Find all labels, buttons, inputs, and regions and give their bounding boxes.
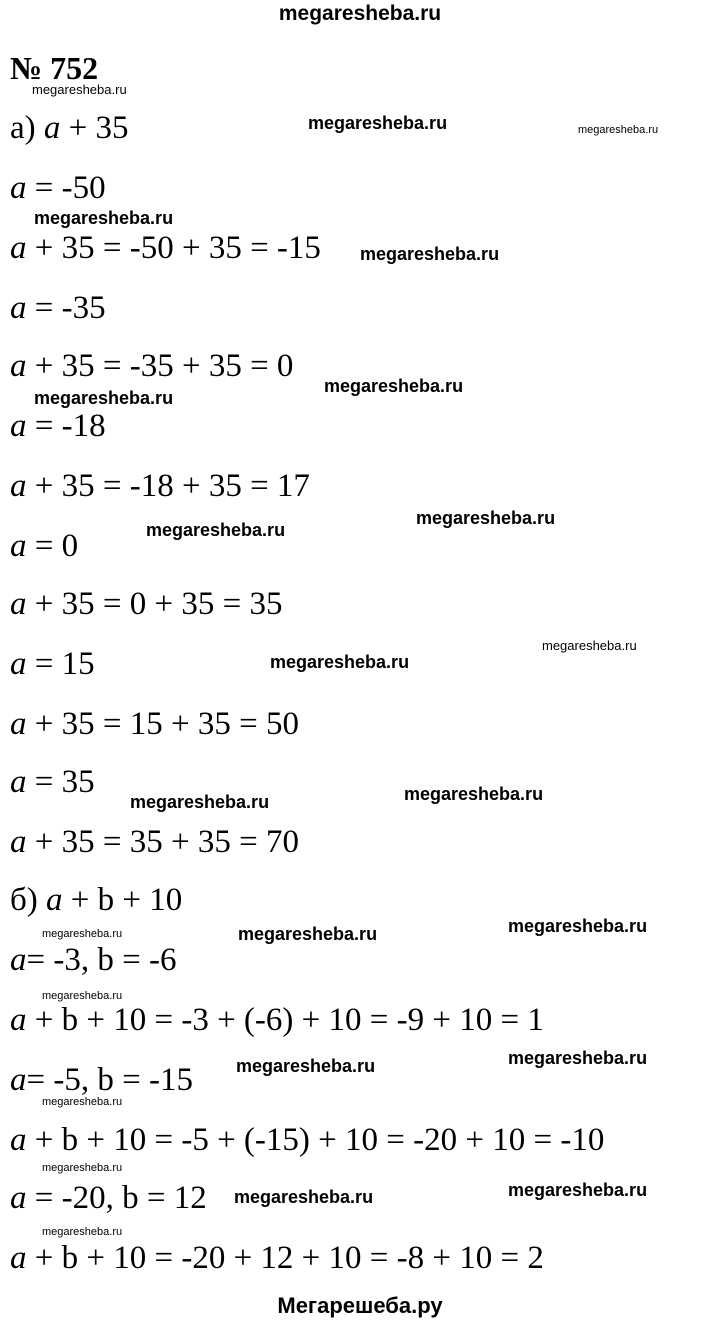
- variable-a: a: [10, 230, 27, 266]
- part-b-label: б): [10, 882, 38, 918]
- watermark: megaresheba.ru: [404, 784, 544, 804]
- variable-a: a: [10, 586, 27, 622]
- solution-line: [10, 1242, 544, 1275]
- watermark: megaresheba.ru: [234, 1187, 374, 1207]
- solution-line-text: = -3, b = -6: [26, 942, 177, 978]
- watermark: megaresheba.ru: [360, 244, 500, 264]
- solution-line-text: = 0: [34, 528, 79, 564]
- solution-line: [10, 172, 106, 205]
- part-b-heading: [10, 884, 182, 917]
- solution-line: [10, 410, 106, 443]
- watermark: megaresheba.ru: [42, 990, 123, 1002]
- part-b-expression: + b + 10: [70, 882, 183, 918]
- solution-line: [10, 708, 299, 741]
- part-a-expression: + 35: [68, 110, 129, 146]
- solution-line: [10, 292, 106, 325]
- watermark: megaresheba.ru: [508, 916, 648, 936]
- solution-line-text: = 35: [34, 764, 95, 800]
- solution-line-text: = 15: [34, 646, 95, 682]
- watermark: megaresheba.ru: [236, 1056, 376, 1076]
- solution-line: [10, 470, 310, 503]
- variable-a: a: [10, 1002, 27, 1038]
- variable-a: a: [43, 110, 61, 146]
- variable-a: a: [10, 1180, 27, 1216]
- solution-line-text: + 35 = 0 + 35 = 35: [34, 586, 283, 622]
- variable-a: a: [10, 528, 27, 564]
- site-footer: Мегарешеба.ру: [277, 1293, 443, 1318]
- watermark: megaresheba.ru: [270, 652, 410, 672]
- variable-a: a: [10, 646, 27, 682]
- variable-a: a: [10, 170, 27, 206]
- solution-line-text: + b + 10 = -5 + (-15) + 10 = -20 + 10 = -10: [34, 1122, 605, 1158]
- solution-line-text: + 35 = -18 + 35 = 17: [34, 468, 310, 504]
- solution-line-text: = -5, b = -15: [26, 1062, 193, 1098]
- solution-line: [10, 232, 321, 265]
- solution-line: [10, 648, 95, 681]
- watermark: megaresheba.ru: [42, 1226, 123, 1238]
- variable-a: a: [10, 468, 27, 504]
- watermark: megaresheba.ru: [508, 1180, 648, 1200]
- solution-line: [10, 1004, 544, 1037]
- variable-a: a: [10, 290, 27, 326]
- solution-line-text: = -18: [34, 408, 106, 444]
- solution-line-text: + 35 = 15 + 35 = 50: [34, 706, 299, 742]
- variable-a: a: [10, 348, 27, 384]
- watermark: megaresheba.ru: [324, 376, 464, 396]
- solution-line-text: + 35 = -50 + 35 = -15: [34, 230, 321, 266]
- watermark: megaresheba.ru: [32, 82, 127, 97]
- watermark: megaresheba.ru: [308, 113, 448, 133]
- solution-line: [10, 1124, 604, 1157]
- solution-line: [10, 826, 299, 859]
- solution-line: [10, 530, 78, 563]
- solution-line-text: = -35: [34, 290, 106, 326]
- solution-line-text: = -20, b = 12: [34, 1180, 207, 1216]
- solution-line: [10, 944, 176, 977]
- variable-a: a: [10, 824, 27, 860]
- solution-line: [10, 1182, 207, 1215]
- variable-a: a: [10, 1122, 27, 1158]
- watermark: megaresheba.ru: [146, 520, 286, 540]
- solution-line-text: + b + 10 = -3 + (-6) + 10 = -9 + 10 = 1: [34, 1002, 544, 1038]
- watermark: megaresheba.ru: [508, 1048, 648, 1068]
- solution-line-text: + 35 = -35 + 35 = 0: [34, 348, 294, 384]
- watermark: megaresheba.ru: [238, 924, 378, 944]
- variable-a: a: [10, 706, 27, 742]
- solution-line-text: = -50: [34, 170, 106, 206]
- solution-line: [10, 350, 293, 383]
- watermark: megaresheba.ru: [130, 792, 270, 812]
- problem-number: № 752: [10, 50, 99, 86]
- solution-line-text: + 35 = 35 + 35 = 70: [34, 824, 299, 860]
- variable-a: a: [10, 408, 27, 444]
- watermark: megaresheba.ru: [34, 388, 174, 408]
- watermark: megaresheba.ru: [42, 928, 123, 940]
- watermark: megaresheba.ru: [42, 1162, 123, 1174]
- watermark: megaresheba.ru: [42, 1096, 123, 1108]
- watermark: megaresheba.ru: [34, 208, 174, 228]
- site-header: megaresheba.ru: [278, 2, 442, 25]
- solution-line-text: + b + 10 = -20 + 12 + 10 = -8 + 10 = 2: [34, 1240, 544, 1276]
- solution-line: [10, 588, 282, 621]
- solution-line: [10, 766, 95, 799]
- watermark: megaresheba.ru: [542, 638, 637, 653]
- variable-a: a: [10, 942, 27, 978]
- watermark: megaresheba.ru: [416, 508, 556, 528]
- variable-a: a: [10, 1240, 27, 1276]
- part-a-label: а): [10, 110, 36, 146]
- watermark: megaresheba.ru: [578, 124, 659, 136]
- variable-a: a: [10, 1062, 27, 1098]
- part-a-heading: [10, 112, 129, 145]
- solution-line: [10, 1064, 193, 1097]
- variable-a: a: [10, 764, 27, 800]
- variable-a: a: [46, 882, 63, 918]
